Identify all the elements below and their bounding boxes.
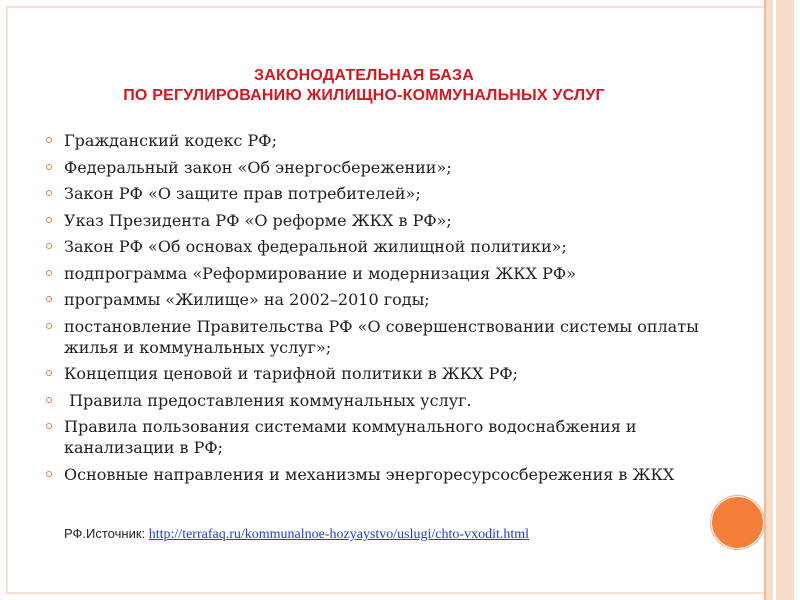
bullet-item xyxy=(46,210,726,231)
bullet-marker-icon xyxy=(46,243,52,249)
bullet-text: Гражданский кодекс РФ; xyxy=(64,131,277,150)
bullet-item xyxy=(46,130,726,151)
decorative-circle xyxy=(711,496,764,549)
bullet-text: постановление Правительства РФ «О совершенствовании системы оплаты жилья и коммунальных услуг»; xyxy=(64,316,699,357)
bullet-text: Основные направления и механизмы энергоресурсосбережения в ЖКХ xyxy=(64,464,675,484)
bullet-marker-icon xyxy=(46,423,52,429)
source-label: РФ.Источник: xyxy=(64,526,149,541)
bullet-item xyxy=(46,316,726,358)
bullet-marker-icon xyxy=(46,296,52,302)
bullet-text: Закон РФ «Об основах федеральной жилищной политики»; xyxy=(64,237,567,256)
bullet-item xyxy=(46,464,726,485)
bullet-item xyxy=(46,390,726,411)
bullet-item xyxy=(46,289,726,310)
bullet-text: программы «Жилище» на 2002–2010 годы; xyxy=(64,290,430,309)
slide-frame-bottom xyxy=(6,592,766,594)
bullet-marker-icon xyxy=(46,471,52,477)
bullet-marker-icon xyxy=(46,217,52,223)
bullet-marker-icon xyxy=(46,370,52,376)
bullet-list xyxy=(46,130,726,490)
bullet-marker-icon xyxy=(46,270,52,276)
bullet-text: Федеральный закон «Об энергосбережении»; xyxy=(64,157,452,177)
bullet-marker-icon xyxy=(46,164,52,170)
bullet-item xyxy=(46,416,726,458)
bullet-marker-icon xyxy=(46,397,52,403)
slide-frame-left xyxy=(6,6,8,594)
bullet-text: подпрограмма «Реформирование и модернизация ЖКХ РФ» xyxy=(64,263,576,283)
bullet-item xyxy=(46,263,726,284)
slide-frame-top xyxy=(6,6,766,8)
bullet-text: Правила пользования системами коммунального водоснабжения и канализации в РФ; xyxy=(64,417,637,457)
bullet-item xyxy=(46,157,726,178)
decorative-side-band xyxy=(764,0,794,600)
bullet-text: Правила предоставления коммунальных услуг. xyxy=(64,390,472,410)
source-line xyxy=(64,526,529,543)
slide-title-line-1: ЗАКОНОДАТЕЛЬНАЯ БАЗА xyxy=(254,67,474,84)
bullet-marker-icon xyxy=(46,323,52,329)
slide-title-line-2: ПО РЕГУЛИРОВАНИЮ ЖИЛИЩНО-КОММУНАЛЬНЫХ УСЛУГ xyxy=(123,87,605,104)
bullet-text: Указ Президента РФ «О реформе ЖКХ в РФ»; xyxy=(64,210,452,230)
source-link[interactable]: http://terrafaq.ru/kommunalnoe-hozyaystvo/uslugi/chto-vxodit.html xyxy=(148,527,530,542)
bullet-marker-icon xyxy=(46,137,52,143)
bullet-marker-icon xyxy=(46,190,52,196)
bullet-text: Концепция ценовой и тарифной политики в ЖКХ РФ; xyxy=(64,364,519,383)
bullet-item xyxy=(46,236,726,257)
slide-title xyxy=(30,66,698,106)
bullet-item xyxy=(46,183,726,204)
bullet-text: Закон РФ «О защите прав потребителей»; xyxy=(64,184,421,203)
bullet-item xyxy=(46,363,726,384)
